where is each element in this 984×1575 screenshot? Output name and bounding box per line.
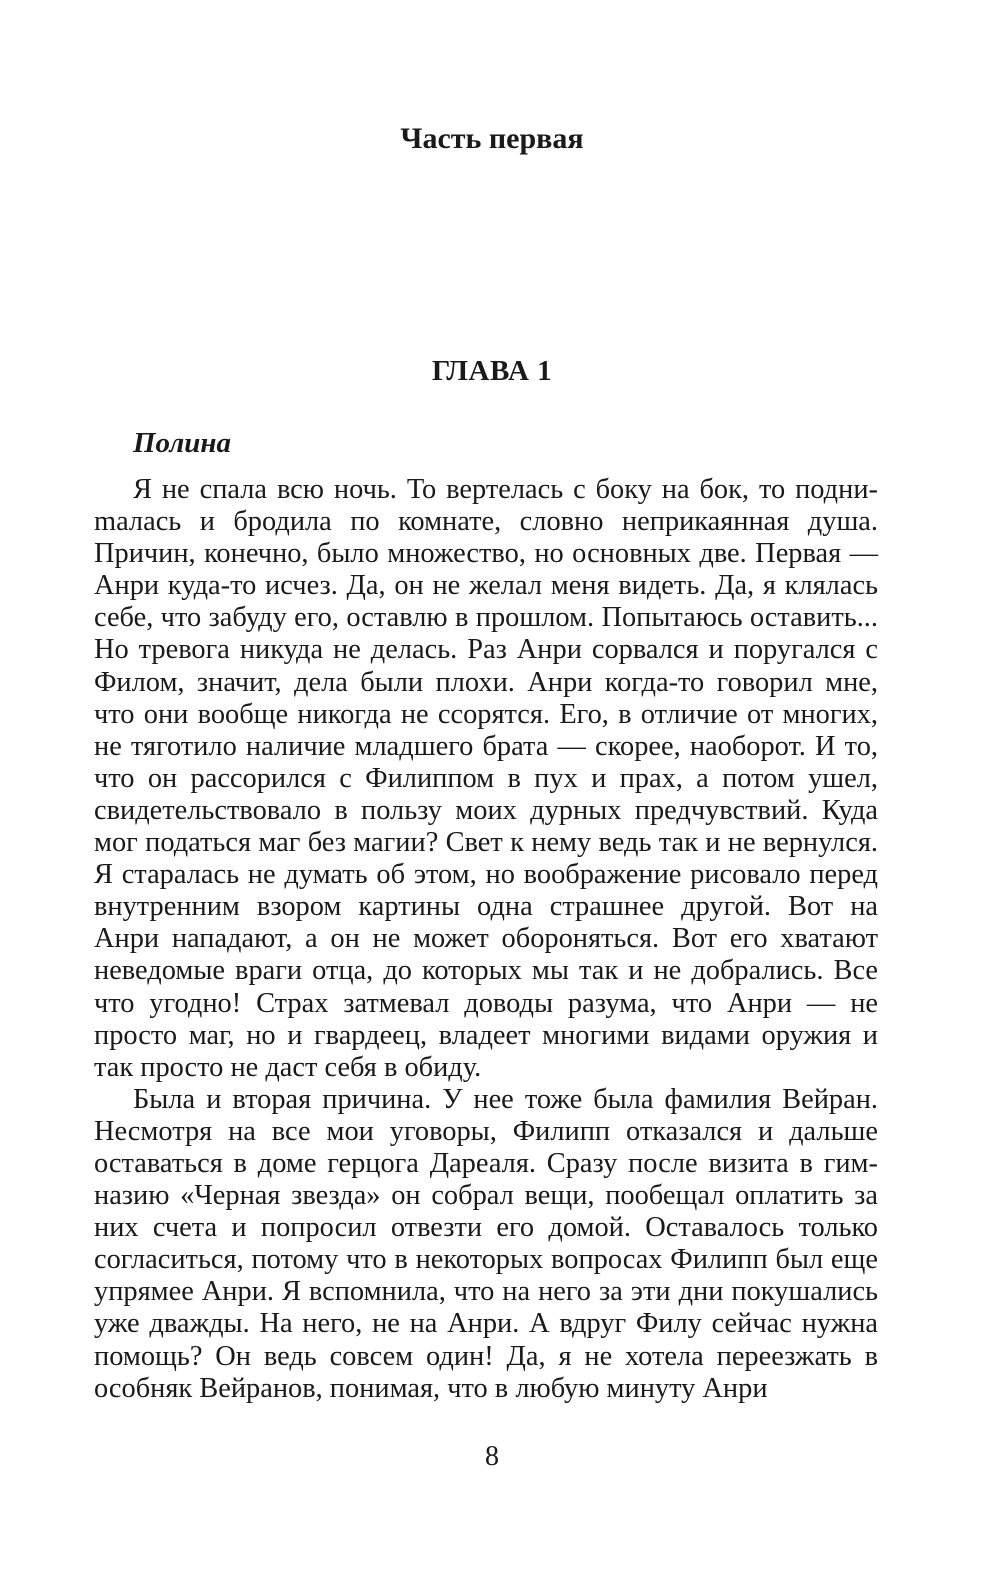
chapter-title: ГЛАВА 1 bbox=[431, 355, 553, 387]
body-text bbox=[94, 474, 878, 1405]
page-number: 8 bbox=[485, 1441, 499, 1472]
part-title: Часть первая bbox=[400, 122, 584, 155]
paragraph: Была и вторая причина. У нее тоже была фамилия Вейран. Несмотря на все мои уговоры, Филипп отказался и дальше оставаться в доме герцога Дареаля. Сразу после визита в гимназию «Черная звезда» он собрал вещи, пообещал оплатить за них счета и попросил отвезти его домой. Оставалось только согласиться, потому что в некоторых вопросах Филипп был еще упрямее Анри. Я вспомнила, что на него за эти дни покушались уже дважды. На него, не на Анри. А вдруг Филу сейчас нужна помощь? Он ведь совсем один! Да, я не хотела переезжать в особняк Вейранов, понимая, что в любую минуту Анри bbox=[94, 1083, 878, 1404]
paragraph: Я не спала всю ночь. То вертелась с боку на бок, то подниmалась и бродила по комнате, словно неприкаянная душа. Причин, конечно, было множество, но основных две. Первая — Анри куда-то исчез. Да, он не желал меня видеть. Да, я клялась себе, что забуду его, оставлю в прошлом. Попытаюсь оставить... Но тревога никуда не делась. Раз Анри сорвался и поругался с Филом, значит, дела были плохи. Анри когда-то говорил мне, что они вообще никогда не ссорятся. Его, в отличие от многих, не тяготило наличие младшего брата — скорее, наоборот. И то, что он рассорился с Филиппом в пух и прах, а потом ушел, свидетельствовало в пользу моих дурных предчувствий. Куда мог податься маг без магии? Свет к нему ведь так и не вернулся. Я старалась не думать об этом, но воображение рисовало перед внутренним взором картины одна страшнее другой. Вот на Анри нападают, а он не может обороняться. Вот его хватают неведомые враги отца, до которых мы так и не добрались. Все что угодно! Страх затмевал доводы разума, что Анри — не просто маг, но и гвардеец, владеет многими видами оружия и так просто не даст себя в обиду. bbox=[94, 474, 878, 1083]
pov-heading: Полина bbox=[133, 427, 231, 459]
